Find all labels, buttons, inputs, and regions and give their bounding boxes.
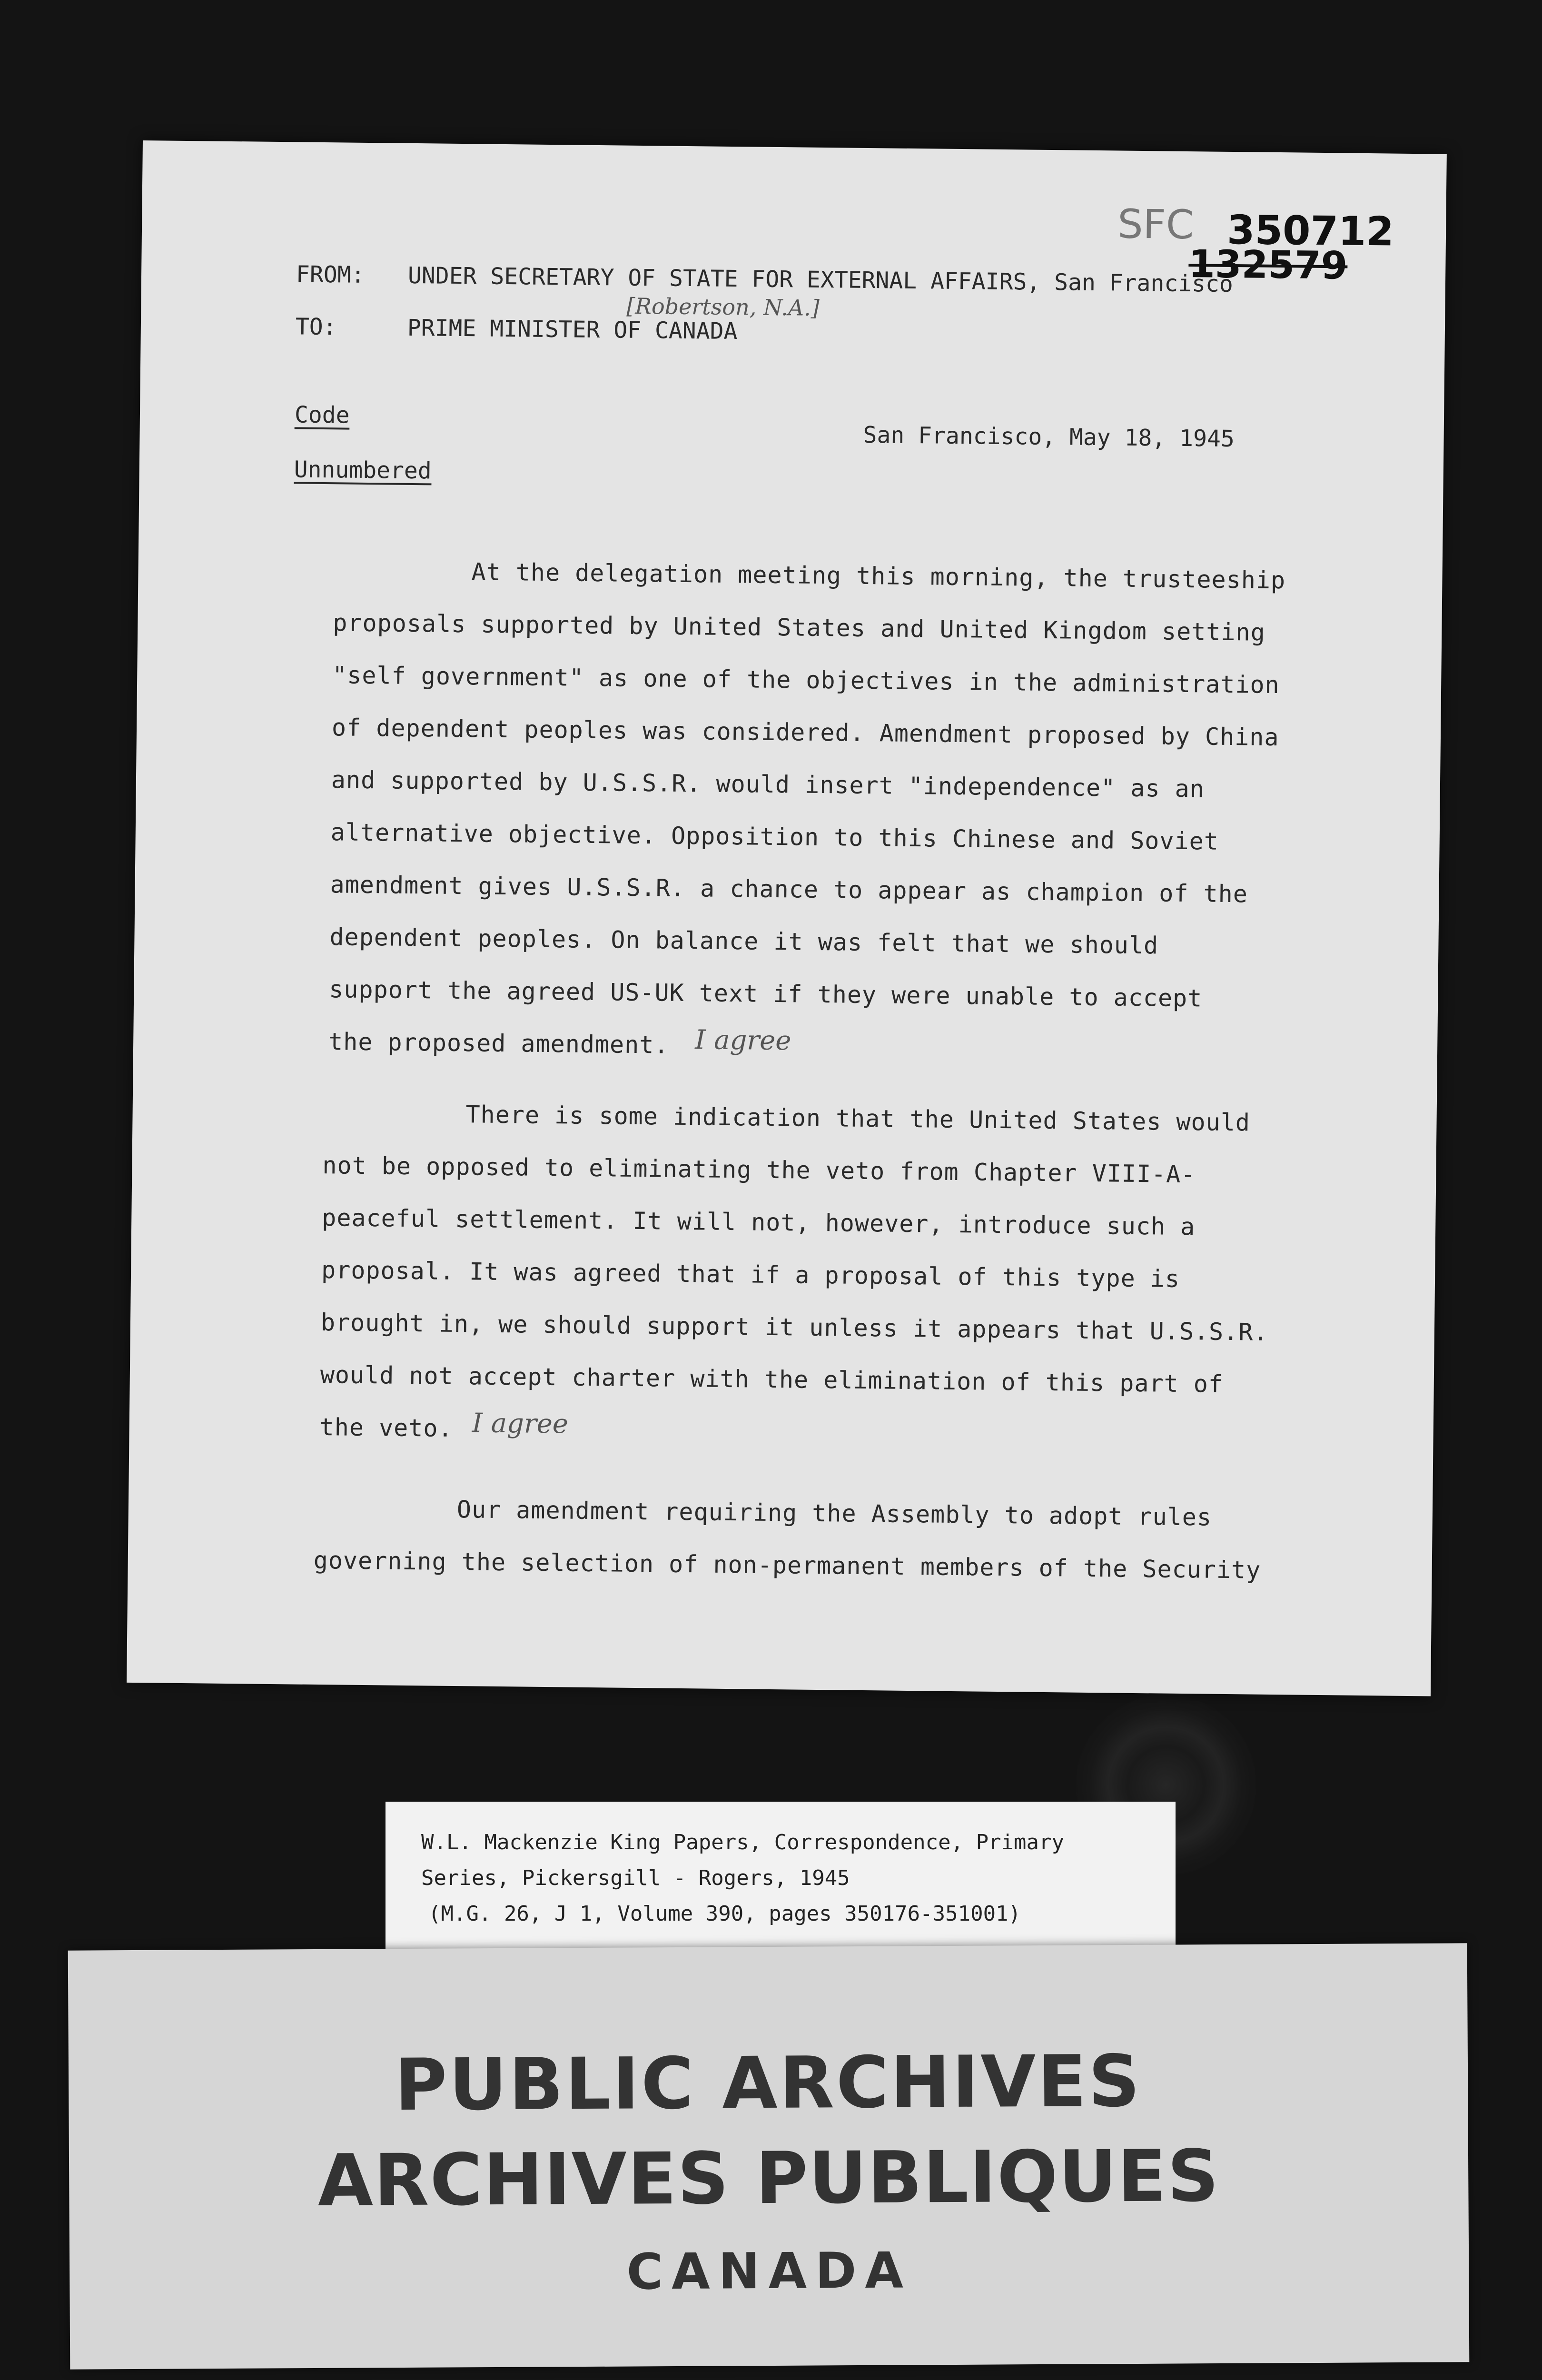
text-line: would not accept charter with the elimination of this part of [320,1361,1224,1398]
handwritten-note: I agree [694,1024,791,1057]
caption-line: W.L. Mackenzie King Papers, Correspondence, Primary [421,1830,1065,1854]
unnumbered-label: Unnumbered [294,456,432,485]
text-line: governing the selection of non-permanent members of the Security [313,1546,1261,1584]
from-value: UNDER SECRETARY OF STATE FOR EXTERNAL AFFAIRS, San Francisco [407,262,1234,298]
stamp-line-en: PUBLIC ARCHIVES [395,2040,1142,2127]
text-line: proposals supported by United States and United Kingdom setting [333,609,1266,646]
document-page [127,140,1447,1696]
text-line: the proposed amendment. [328,1028,669,1059]
text-line: of dependent peoples was considered. Amendment proposed by China [331,714,1279,752]
stamp-line-country: CANADA [626,2241,912,2301]
sfc-mark: SFC [1117,200,1195,248]
stamp-line-fr: ARCHIVES PUBLIQUES [317,2135,1220,2222]
handwritten-note: I agree [472,1408,569,1440]
from-label: FROM: [296,261,365,288]
text-line: the veto. [319,1413,453,1442]
text-line: "self government" as one of the objectives in the administration [332,661,1280,699]
struck-document-number: 132579 [1188,242,1348,288]
caption-line: (M.G. 26, J 1, Volume 390, pages 350176-351001) [428,1902,1021,1926]
paragraph-3 [127,140,1447,1696]
place-date: San Francisco, May 18, 1945 [863,421,1235,453]
text-line: not be opposed to eliminating the veto from Chapter VIII-A- [322,1151,1196,1189]
text-line: amendment gives U.S.S.R. a chance to appear as champion of the [330,871,1248,908]
public-archives-stamp [68,1943,1470,2369]
text-line: alternative objective. Opposition to this Chinese and Soviet [330,818,1219,855]
to-label: TO: [295,313,337,341]
code-label: Code [294,401,350,429]
text-line: Our amendment requiring the Assembly to adopt rules [456,1496,1212,1531]
document-number: 350712 [1226,206,1394,255]
caption-line: Series, Pickersgill - Rogers, 1945 [421,1866,850,1890]
text-line: proposal. It was agreed that if a proposal of this type is [321,1256,1180,1293]
text-line: There is some indication that the United States would [465,1101,1251,1137]
text-line: dependent peoples. On balance it was felt that we should [329,923,1159,960]
text-line: brought in, we should support it unless it appears that U.S.S.R. [320,1309,1268,1346]
text-line: support the agreed US-UK text if they were unable to accept [329,975,1203,1012]
handwritten-name: [Robertson, N.A.] [626,293,820,321]
to-value: PRIME MINISTER OF CANADA [407,314,738,345]
text-line: At the delegation meeting this morning, the trusteeship [471,558,1286,595]
archive-caption [386,1802,1176,1964]
text-line: and supported by U.S.S.R. would insert "independence" as an [331,766,1205,803]
text-line: peaceful settlement. It will not, however, introduce such a [322,1204,1196,1241]
